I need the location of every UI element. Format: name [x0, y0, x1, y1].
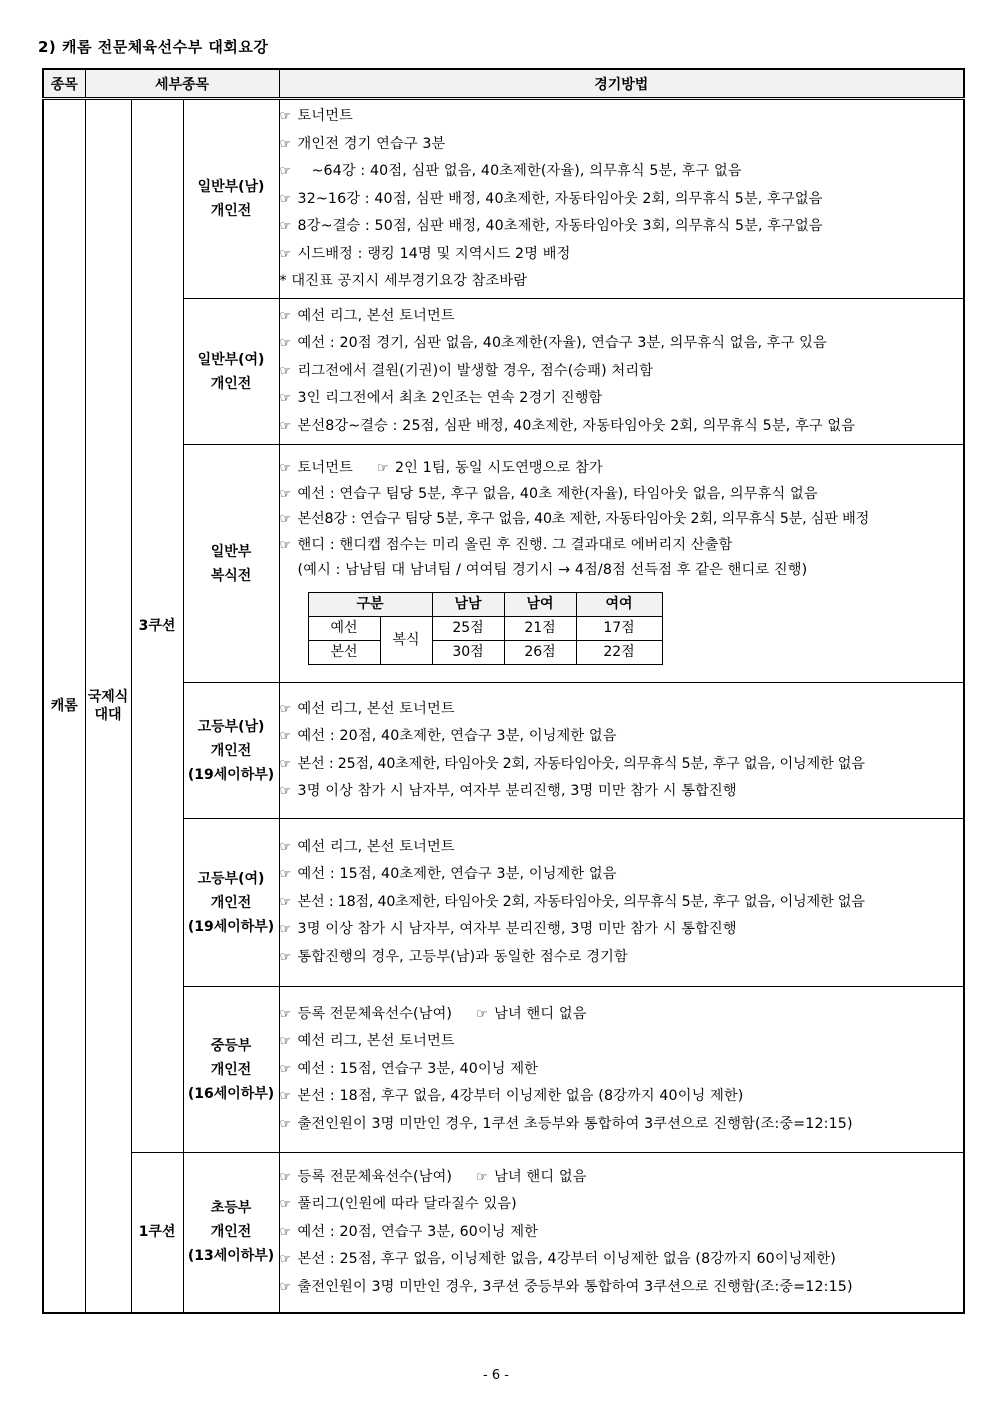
method-cell: [279, 987, 964, 1153]
category-cell: 중등부 개인전 (16세이하부): [183, 987, 279, 1153]
handicap-cell: 25점: [432, 616, 504, 640]
pointing-hand-icon: ☞: [279, 1252, 292, 1267]
rule-line: ☞ 3명 이상 참가 시 남자부, 여자부 분리진행, 3명 미만 참가 시 통합진행: [280, 916, 964, 944]
pointing-hand-icon: ☞: [279, 756, 291, 772]
event-type-cell: 국제식 대대: [85, 99, 131, 1313]
rule-line: ☞ 3명 이상 참가 시 남자부, 여자부 분리진행, 3명 미만 참가 시 통합진행: [280, 778, 964, 806]
pointing-hand-icon: ☞: [279, 191, 292, 207]
pointing-hand-icon: ☞: [279, 363, 292, 379]
pointing-hand-icon: ☞: [279, 1089, 292, 1105]
handicap-header: 남남: [432, 592, 504, 616]
page-number: - 6 -: [483, 1368, 509, 1383]
handicap-header: 여여: [576, 592, 662, 616]
pointing-hand-icon: ☞: [279, 461, 292, 477]
category-cell: 초등부 개인전 (13세이하부): [183, 1153, 279, 1313]
handicap-row-label: 예선: [308, 616, 380, 640]
header-sport: 종목: [43, 69, 85, 99]
pointing-hand-icon: ☞: [279, 336, 292, 352]
pointing-hand-icon: ☞: [279, 391, 292, 407]
handicap-table: [308, 592, 663, 665]
handicap-row: [308, 616, 662, 640]
handicap-cell: 30점: [432, 640, 504, 664]
handicap-header: 남여: [504, 592, 576, 616]
handicap-header-row: [308, 592, 662, 616]
rule-line: ☞ 본선8강 : 연습구 팀당 5분, 후구 없음, 40초 제한, 자동타임아웃 2회, 의무휴식 5분, 심판 배정: [280, 507, 964, 533]
method-cell: [279, 683, 964, 819]
pointing-hand-icon: ☞: [279, 1006, 292, 1022]
method-cell: [279, 819, 964, 987]
rule-line: ☞ 등록 전문체육선수(남여) ☞ 남녀 핸디 없음: [280, 1001, 964, 1029]
category-cell: 일반부(여) 개인전: [183, 299, 279, 445]
cushion-1-cell: 1쿠션: [131, 1153, 183, 1313]
pointing-hand-icon: ☞: [279, 701, 292, 717]
rule-line: ☞ 예선 : 15점, 연습구 3분, 40이닝 제한: [280, 1056, 964, 1084]
pointing-hand-icon: ☞: [279, 1197, 292, 1212]
pointing-hand-icon: ☞: [279, 922, 292, 938]
sport-cell: 캐롬: [43, 99, 85, 1313]
pointing-hand-icon: ☞: [279, 839, 292, 855]
category-cell: 일반부 복식전: [183, 445, 279, 683]
rule-line: ☞ 본선8강~결승 : 25점, 심판 배정, 40초제한, 자동타임아웃 2회, 의무휴식 5분, 후구 없음: [280, 413, 964, 441]
pointing-hand-icon: ☞: [279, 537, 292, 553]
rule-line: ☞ 예선 : 15점, 40초제한, 연습구 3분, 이닝제한 없음: [280, 861, 964, 889]
rule-line: ☞ 예선 : 20점, 연습구 3분, 60이닝 제한: [280, 1219, 964, 1247]
rule-line: ☞ 예선 리그, 본선 토너먼트: [280, 303, 964, 331]
rule-line: ☞ 예선 : 20점, 40초제한, 연습구 3분, 이닝제한 없음: [280, 723, 964, 751]
rule-line: ☞ 풀리그(인원에 따라 달라질수 있음): [280, 1191, 964, 1219]
pointing-hand-icon: ☞: [279, 246, 292, 262]
handicap-cell: 22점: [576, 640, 662, 664]
rule-line: ☞ 예선 리그, 본선 토너먼트: [280, 1028, 964, 1056]
pointing-hand-icon: ☞: [279, 109, 292, 125]
pointing-hand-icon: ☞: [279, 729, 292, 744]
handicap-mid-label: 복식: [380, 616, 432, 664]
pointing-hand-icon: ☞: [279, 1279, 292, 1295]
pointing-hand-icon: ☞: [279, 136, 292, 152]
pointing-hand-icon: ☞: [279, 867, 292, 883]
pointing-hand-icon: ☞: [279, 1116, 292, 1132]
rule-line: ☞ 3인 리그전에서 최초 2인조는 연속 2경기 진행함: [280, 385, 964, 413]
handicap-cell: 26점: [504, 640, 576, 664]
pointing-hand-icon: ☞: [376, 461, 389, 477]
pointing-hand-icon: ☞: [279, 418, 292, 434]
method-cell: [279, 1153, 964, 1313]
rule-line: ☞ 본선 : 25점, 40초제한, 타임아웃 2회, 자동타임아웃, 의무휴식 5분, 후구 없음, 이닝제한 없음: [280, 751, 964, 779]
rule-note: * 대진표 공지시 세부경기요강 참조바람: [279, 273, 528, 290]
rule-line: ☞ ~64강 : 40점, 심판 없음, 40초제한(자율), 의무휴식 5분, 후구 없음: [280, 158, 964, 186]
category-cell: 고등부(여) 개인전 (19세이하부): [183, 819, 279, 987]
handicap-cell: 17점: [576, 616, 662, 640]
pointing-hand-icon: ☞: [279, 219, 292, 235]
header-detail: 세부종목: [85, 69, 279, 99]
cushion-3-cell: 3쿠션: [131, 99, 183, 1153]
rule-line: ☞ 통합진행의 경우, 고등부(남)과 동일한 점수로 경기함: [280, 944, 964, 972]
rule-line: ☞ 본선 : 18점, 40초제한, 타임아웃 2회, 자동타임아웃, 의무휴식 5분, 후구 없음, 이닝제한 없음: [280, 889, 964, 917]
header-method: 경기방법: [279, 69, 964, 99]
pointing-hand-icon: ☞: [279, 164, 292, 180]
category-cell: 고등부(남) 개인전 (19세이하부): [183, 683, 279, 819]
rule-line: ☞ 리그전에서 결원(기권)이 발생할 경우, 점수(승패) 처리함: [280, 358, 964, 386]
pointing-hand-icon: ☞: [279, 949, 292, 965]
pointing-hand-icon: ☞: [279, 486, 292, 502]
pointing-hand-icon: ☞: [279, 894, 291, 910]
rules-table: [42, 68, 965, 1314]
pointing-hand-icon: ☞: [279, 1061, 292, 1077]
rule-line: ☞ 출전인원이 3명 미만인 경우, 3쿠션 중등부와 통합하여 3쿠션으로 진행함(조:중=12:15): [280, 1274, 964, 1302]
table-row: [43, 99, 964, 299]
rule-line: ☞ 8강~결승 : 50점, 심판 배정, 40초제한, 자동타임아웃 3회, 의무휴식 5분, 후구없음: [280, 213, 964, 241]
pointing-hand-icon: ☞: [279, 1169, 292, 1185]
rule-line: ☞ 등록 전문체육선수(남여) ☞ 남녀 핸디 없음: [280, 1164, 964, 1192]
pointing-hand-icon: ☞: [476, 1169, 488, 1185]
rule-line: ☞ 32~16강 : 40점, 심판 배정, 40초제한, 자동타임아웃 2회, 의무휴식 5분, 후구없음: [280, 186, 964, 214]
example-line: (예시 : 남남팀 대 남녀팀 / 여여팀 경기시 → 4점/8점 선득점 후 같은 핸디로 진행): [297, 562, 808, 579]
rule-line: ☞ 토너먼트: [280, 103, 964, 131]
rule-line: ☞ 시드배정 : 랭킹 14명 및 지역시드 2명 배정: [280, 241, 964, 269]
rule-line: ☞ 본선 : 18점, 후구 없음, 4강부터 이닝제한 없음 (8강까지 40이닝 제한): [280, 1083, 964, 1111]
category-cell: 일반부(남) 개인전: [183, 99, 279, 299]
table-row: [43, 1153, 964, 1313]
rule-line: ☞ 예선 : 연습구 팀당 5분, 후구 없음, 40초 제한(자율), 타임아웃 없음, 의무휴식 없음: [280, 482, 964, 508]
pointing-hand-icon: ☞: [279, 784, 292, 799]
pointing-hand-icon: ☞: [279, 512, 291, 528]
method-cell: [279, 445, 964, 683]
pointing-hand-icon: ☞: [279, 1034, 292, 1050]
rule-line: ☞ 예선 리그, 본선 토너먼트: [280, 696, 964, 724]
method-cell: [279, 99, 964, 299]
rule-line: ☞ 토너먼트 ☞ 2인 1팀, 동일 시도연맹으로 참가: [280, 456, 964, 482]
rule-line: ☞ 예선 : 20점 경기, 심판 없음, 40초제한(자율), 연습구 3분, 의무휴식 없음, 후구 있음: [280, 330, 964, 358]
pointing-hand-icon: ☞: [279, 1224, 292, 1240]
pointing-hand-icon: ☞: [476, 1006, 488, 1022]
rule-line: ☞ 출전인원이 3명 미만인 경우, 1쿠션 초등부와 통합하여 3쿠션으로 진행함(조:중=12:15): [280, 1111, 964, 1139]
handicap-row: [308, 640, 662, 664]
section-title: 2) 캐롬 전문체육선수부 대회요강: [38, 38, 269, 56]
rule-line: ☞ 본선 : 25점, 후구 없음, 이닝제한 없음, 4강부터 이닝제한 없음 (8강까지 60이닝제한): [280, 1246, 964, 1274]
rule-line: ☞ 핸디 : 핸디캡 점수는 미리 올린 후 진행. 그 결과대로 에버리지 산출함: [280, 533, 964, 559]
rule-line: ☞ 예선 리그, 본선 토너먼트: [280, 834, 964, 862]
method-cell: [279, 299, 964, 445]
handicap-header: 구분: [308, 592, 432, 616]
rule-line: ☞ 개인전 경기 연습구 3분: [280, 131, 964, 159]
pointing-hand-icon: ☞: [279, 308, 292, 324]
handicap-row-label: 본선: [308, 640, 380, 664]
table-header-row: [43, 69, 964, 99]
handicap-cell: 21점: [504, 616, 576, 640]
